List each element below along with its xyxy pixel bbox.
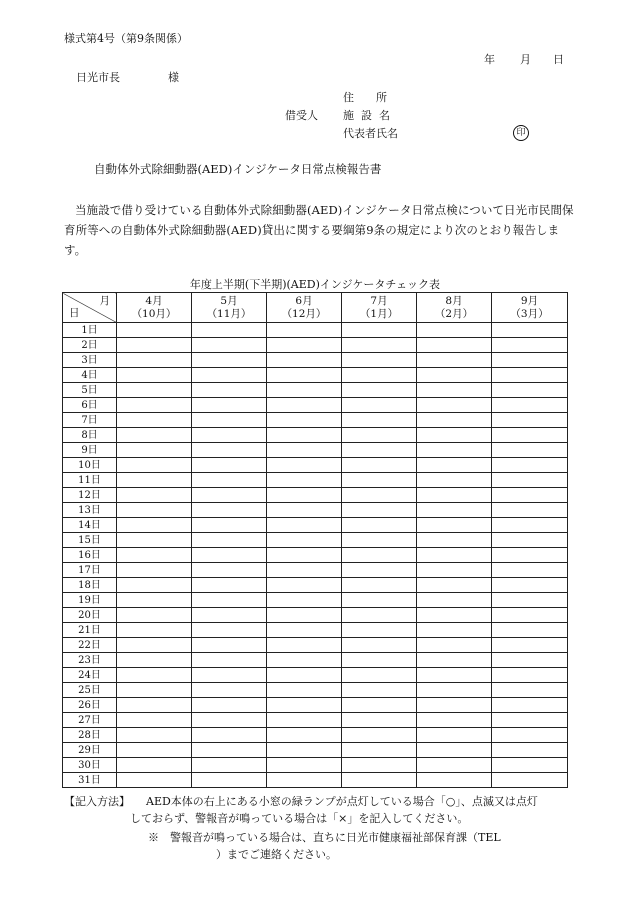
check-cell[interactable] [267,338,342,353]
check-cell[interactable] [417,383,492,398]
check-cell[interactable] [342,443,417,458]
check-cell[interactable] [192,578,267,593]
table-row [63,773,568,788]
check-cell[interactable] [192,548,267,563]
day-label: 13日 [63,503,117,518]
day-label: 12日 [63,488,117,503]
check-cell[interactable] [417,593,492,608]
day-label: 5日 [63,383,117,398]
table-row [63,323,568,338]
check-cell[interactable] [417,758,492,773]
report-body: 当施設で借り受けている自動体外式除細動器(AED)インジケータ日常点検について日光市民間保育所等への自動体外式除細動器(AED)貸出に関する要綱第9条の規定により次のとおり報告します。 [64,203,574,257]
check-cell[interactable] [192,503,267,518]
date-year-label: 年 [484,53,495,66]
check-cell[interactable] [192,653,267,668]
check-cell[interactable] [192,638,267,653]
table-row [63,383,568,398]
check-cell[interactable] [417,698,492,713]
check-cell[interactable] [117,563,192,578]
table-row [63,368,568,383]
report-title: 自動体外式除細動器(AED)インジケータ日常点検報告書 [94,162,382,176]
check-cell[interactable] [192,773,267,788]
check-cell[interactable] [492,323,568,338]
check-cell[interactable] [492,458,568,473]
check-cell[interactable] [492,443,568,458]
notes-line-4: ）までご連絡ください。 [216,848,337,861]
check-cell[interactable] [267,713,342,728]
check-cell[interactable] [492,488,568,503]
form-number: 様式第4号（第9条関係） [64,32,188,45]
check-cell[interactable] [267,698,342,713]
check-cell[interactable] [342,323,417,338]
check-cell[interactable] [342,698,417,713]
check-cell[interactable] [492,653,568,668]
alt-month-label: （12月） [281,307,327,320]
check-cell[interactable] [192,368,267,383]
day-label: 23日 [63,653,117,668]
check-cell[interactable] [342,473,417,488]
check-cell[interactable] [117,608,192,623]
check-cell[interactable] [192,443,267,458]
day-label: 22日 [63,638,117,653]
check-cell[interactable] [192,758,267,773]
check-cell[interactable] [117,428,192,443]
check-cell[interactable] [117,518,192,533]
table-row [63,578,568,593]
check-cell[interactable] [192,473,267,488]
check-cell[interactable] [492,578,568,593]
check-cell[interactable] [117,323,192,338]
notes-label: 【記入方法】 [64,795,130,808]
check-cell[interactable] [417,443,492,458]
check-cell[interactable] [417,743,492,758]
day-label: 21日 [63,623,117,638]
check-cell[interactable] [117,578,192,593]
table-row [63,548,568,563]
check-cell[interactable] [417,728,492,743]
alt-month-label: （11月） [206,307,252,320]
notes-line-2: しておらず、警報音が鳴っている場合は「×」を記入してください。 [130,812,469,825]
check-cell[interactable] [267,533,342,548]
check-cell[interactable] [417,608,492,623]
check-cell[interactable] [492,608,568,623]
table-row [63,338,568,353]
check-cell[interactable] [417,578,492,593]
check-cell[interactable] [492,473,568,488]
check-cell[interactable] [117,533,192,548]
check-cell[interactable] [192,428,267,443]
check-cell[interactable] [342,758,417,773]
check-cell[interactable] [492,533,568,548]
check-cell[interactable] [117,458,192,473]
date-month-label: 月 [520,53,531,66]
check-cell[interactable] [192,323,267,338]
check-cell[interactable] [117,353,192,368]
check-cell[interactable] [117,773,192,788]
check-cell[interactable] [492,368,568,383]
month-header-2 [192,293,267,323]
month-header-6 [492,293,568,323]
check-cell[interactable] [267,608,342,623]
table-row [63,743,568,758]
table-row [63,698,568,713]
check-cell[interactable] [492,503,568,518]
check-cell[interactable] [117,623,192,638]
check-cell[interactable] [267,368,342,383]
day-label: 25日 [63,683,117,698]
check-cell[interactable] [492,728,568,743]
notes-line-1: AED本体の右上にある小窓の緑ランプが点灯している場合「○」、点滅又は点灯 [146,795,538,808]
check-cell[interactable] [342,668,417,683]
check-cell[interactable] [342,548,417,563]
month-header-3 [267,293,342,323]
month-header-4 [342,293,417,323]
check-cell[interactable] [492,743,568,758]
check-cell[interactable] [117,443,192,458]
check-cell[interactable] [192,413,267,428]
check-cell[interactable] [267,548,342,563]
day-label: 8日 [63,428,117,443]
check-cell[interactable] [117,758,192,773]
check-cell[interactable] [417,638,492,653]
check-cell[interactable] [417,683,492,698]
corner-month-label: 月 [99,295,110,307]
check-cell[interactable] [342,338,417,353]
check-cell[interactable] [267,683,342,698]
addressee-name: 日光市長 [76,71,120,84]
check-cell[interactable] [117,338,192,353]
check-cell[interactable] [267,743,342,758]
check-cell[interactable] [192,398,267,413]
day-label: 3日 [63,353,117,368]
check-cell[interactable] [417,368,492,383]
check-cell[interactable] [492,518,568,533]
check-cell[interactable] [267,668,342,683]
check-cell[interactable] [192,533,267,548]
month-label: 7月 [370,294,388,307]
check-cell[interactable] [492,413,568,428]
day-label: 6日 [63,398,117,413]
check-cell[interactable] [342,533,417,548]
check-cell[interactable] [342,353,417,368]
alt-month-label: （3月） [510,307,549,320]
check-cell[interactable] [342,413,417,428]
check-cell[interactable] [117,593,192,608]
check-cell[interactable] [192,623,267,638]
check-cell[interactable] [342,488,417,503]
check-cell[interactable] [417,773,492,788]
check-cell[interactable] [267,773,342,788]
day-label: 30日 [63,758,117,773]
check-cell[interactable] [267,458,342,473]
check-cell[interactable] [267,578,342,593]
table-row [63,458,568,473]
check-cell[interactable] [267,593,342,608]
check-cell[interactable] [492,428,568,443]
check-cell[interactable] [267,758,342,773]
check-cell[interactable] [417,518,492,533]
check-cell[interactable] [342,623,417,638]
day-label: 17日 [63,563,117,578]
check-cell[interactable] [117,713,192,728]
check-cell[interactable] [492,668,568,683]
check-cell[interactable] [417,413,492,428]
check-cell[interactable] [492,353,568,368]
table-row [63,533,568,548]
day-label: 24日 [63,668,117,683]
check-cell[interactable] [492,683,568,698]
table-row [63,443,568,458]
check-cell[interactable] [192,338,267,353]
month-label: 8月 [445,294,463,307]
check-cell[interactable] [342,773,417,788]
month-header-5 [417,293,492,323]
check-cell[interactable] [417,623,492,638]
corner-day-label: 日 [69,307,80,319]
check-cell[interactable] [342,458,417,473]
check-cell[interactable] [342,728,417,743]
check-cell[interactable] [192,713,267,728]
table-row [63,353,568,368]
check-cell[interactable] [267,323,342,338]
check-cell[interactable] [417,473,492,488]
check-cell[interactable] [267,353,342,368]
addressee-honorific: 様 [168,71,179,84]
check-cell[interactable] [117,683,192,698]
check-cell[interactable] [342,743,417,758]
day-label: 1日 [63,323,117,338]
check-cell[interactable] [267,488,342,503]
check-cell[interactable] [117,473,192,488]
check-cell[interactable] [342,563,417,578]
check-cell[interactable] [492,623,568,638]
check-cell[interactable] [342,638,417,653]
notes-line-3: ※ 警報音が鳴っている場合は、直ちに日光市健康福祉部保育課（TEL [148,831,501,844]
check-cell[interactable] [492,713,568,728]
table-row [63,638,568,653]
check-cell[interactable] [117,743,192,758]
check-cell[interactable] [342,518,417,533]
table-row [63,593,568,608]
check-cell[interactable] [417,488,492,503]
month-label: 5月 [220,294,238,307]
check-cell[interactable] [417,563,492,578]
check-cell[interactable] [492,638,568,653]
check-cell[interactable] [192,728,267,743]
alt-month-label: （2月） [434,307,474,320]
table-row [63,668,568,683]
check-cell[interactable] [417,398,492,413]
representative-label: 代表者氏名 [343,127,398,140]
check-cell[interactable] [417,458,492,473]
check-cell[interactable] [492,338,568,353]
check-cell[interactable] [342,578,417,593]
table-row [63,518,568,533]
check-table-title: 年度上半期(下半期)(AED)インジケータチェック表 [189,278,441,291]
check-cell[interactable] [492,383,568,398]
day-label: 26日 [63,698,117,713]
day-label: 14日 [63,518,117,533]
check-cell[interactable] [267,623,342,638]
table-row [63,473,568,488]
check-cell[interactable] [417,323,492,338]
check-cell[interactable] [267,443,342,458]
check-cell[interactable] [342,383,417,398]
check-cell[interactable] [267,413,342,428]
day-label: 7日 [63,413,117,428]
table-row [63,653,568,668]
check-cell[interactable] [267,653,342,668]
check-table [62,292,568,788]
table-header-row [63,293,568,323]
day-label: 18日 [63,578,117,593]
check-cell[interactable] [117,383,192,398]
check-cell[interactable] [417,503,492,518]
check-cell[interactable] [117,728,192,743]
table-row [63,728,568,743]
alt-month-label: （10月） [131,307,177,320]
alt-month-label: （1月） [359,307,399,320]
check-cell[interactable] [417,338,492,353]
check-cell[interactable] [417,713,492,728]
check-cell[interactable] [417,533,492,548]
table-row [63,398,568,413]
day-label: 27日 [63,713,117,728]
check-cell[interactable] [192,743,267,758]
day-label: 20日 [63,608,117,623]
day-label: 29日 [63,743,117,758]
table-row [63,413,568,428]
check-cell[interactable] [267,563,342,578]
check-cell[interactable] [417,668,492,683]
check-cell[interactable] [117,638,192,653]
check-cell[interactable] [192,383,267,398]
month-label: 4月 [145,294,163,307]
day-label: 2日 [63,338,117,353]
check-cell[interactable] [192,488,267,503]
table-row [63,563,568,578]
check-cell[interactable] [117,488,192,503]
check-cell[interactable] [192,668,267,683]
check-cell[interactable] [267,473,342,488]
check-cell[interactable] [117,368,192,383]
table-row [63,503,568,518]
date-day-label: 日 [553,53,564,66]
check-cell[interactable] [192,458,267,473]
check-cell[interactable] [492,698,568,713]
facility-name-label: 施設名 [343,109,397,122]
check-cell[interactable] [492,548,568,563]
address-label: 住所 [343,91,409,104]
check-cell[interactable] [342,503,417,518]
day-label: 10日 [63,458,117,473]
check-cell[interactable] [492,563,568,578]
check-cell[interactable] [417,653,492,668]
check-cell[interactable] [492,593,568,608]
seal-mark: 印 [513,125,529,141]
borrower-label: 借受人 [285,109,318,122]
check-cell[interactable] [192,683,267,698]
day-label: 31日 [63,773,117,788]
check-cell[interactable] [192,698,267,713]
check-cell[interactable] [342,398,417,413]
check-cell[interactable] [117,413,192,428]
check-cell[interactable] [267,638,342,653]
check-cell[interactable] [117,668,192,683]
check-cell[interactable] [492,758,568,773]
check-cell[interactable] [342,683,417,698]
check-cell[interactable] [117,548,192,563]
table-row [63,758,568,773]
check-cell[interactable] [492,773,568,788]
check-cell[interactable] [192,593,267,608]
check-cell[interactable] [417,428,492,443]
check-cell[interactable] [342,713,417,728]
table-row [63,713,568,728]
month-header-1 [117,293,192,323]
check-cell[interactable] [342,608,417,623]
check-cell[interactable] [117,398,192,413]
check-cell[interactable] [117,698,192,713]
check-cell[interactable] [192,353,267,368]
check-cell[interactable] [342,653,417,668]
check-cell[interactable] [267,398,342,413]
table-row [63,683,568,698]
month-label: 9月 [520,294,539,307]
day-label: 15日 [63,533,117,548]
day-label: 19日 [63,593,117,608]
table-row [63,428,568,443]
table-row [63,608,568,623]
check-cell[interactable] [267,428,342,443]
check-cell[interactable] [342,428,417,443]
table-corner-cell [63,293,117,323]
day-label: 9日 [63,443,117,458]
table-row [63,623,568,638]
check-cell[interactable] [267,383,342,398]
check-cell[interactable] [267,503,342,518]
check-cell[interactable] [117,503,192,518]
day-label: 16日 [63,548,117,563]
day-label: 11日 [63,473,117,488]
table-row [63,488,568,503]
day-label: 28日 [63,728,117,743]
month-label: 6月 [295,294,313,307]
check-cell[interactable] [417,548,492,563]
check-cell[interactable] [267,728,342,743]
check-cell[interactable] [342,368,417,383]
check-cell[interactable] [192,563,267,578]
check-cell[interactable] [192,608,267,623]
check-cell[interactable] [342,593,417,608]
check-cell[interactable] [492,398,568,413]
day-label: 4日 [63,368,117,383]
check-cell[interactable] [267,518,342,533]
check-cell[interactable] [192,518,267,533]
check-cell[interactable] [117,653,192,668]
check-cell[interactable] [417,353,492,368]
